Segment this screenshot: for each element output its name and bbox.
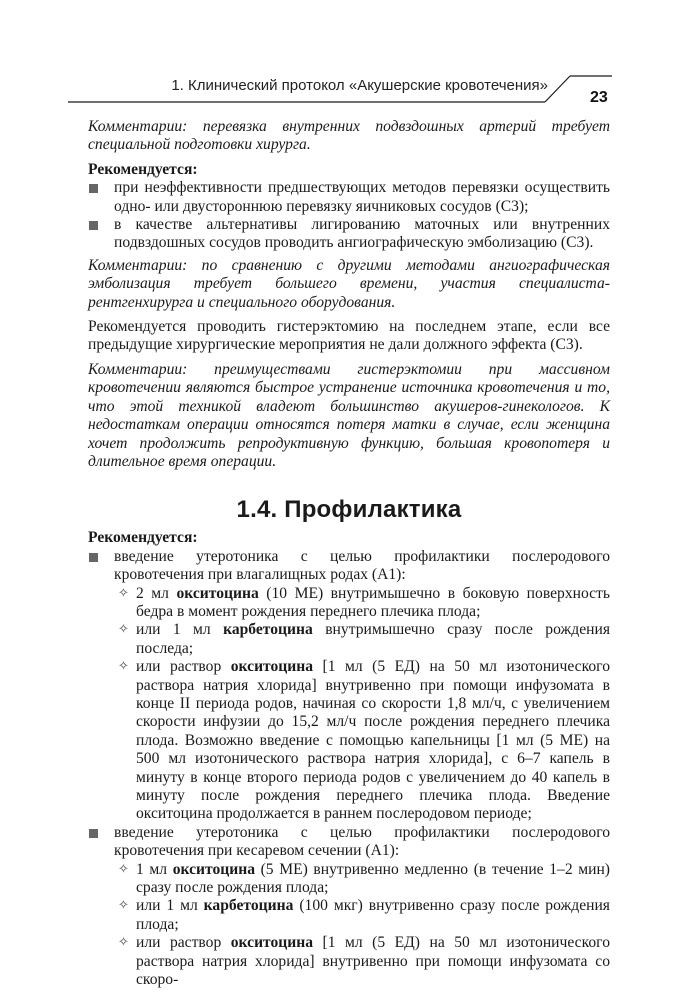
diamond-bullet-icon: ✧ xyxy=(118,935,129,951)
diamond-bullet-icon: ✧ xyxy=(118,861,129,877)
page-number: 23 xyxy=(590,89,608,106)
recommend-list xyxy=(88,179,610,253)
comment-ligation: Комментарии: перевязка внутренних подвздошных артерий требует специальной подготовки хирурга. xyxy=(88,118,610,154)
running-title: 1. Клинический протокол «Акушерские кровотечения» xyxy=(171,77,548,94)
square-bullet-icon xyxy=(89,553,98,562)
sub-list xyxy=(114,585,610,824)
sub-list-item: ✧ или 1 мл карбетоцина (100 мкг) внутривенно сразу после рождения плода; xyxy=(118,897,610,933)
list-item: введение утеротоника с целью профилактики послеродового кровотечения при кесаревом сечении (А1): ✧ 1 мл окситоцина (5 МЕ) внутривенно медленно (в течение 1–2 мин) сразу после рождения плода; ✧ или 1 мл карбетоцина (100 мкг) внутривенно сразу после рождения плода; ✧ или раствор окситоцина [1 мл (5 ЕД) на 50 мл изотонического раствора натрия хлорида] внутривенно при помощи инфузомата со скоро- xyxy=(88,824,610,990)
sub-list-item: ✧ или раствор окситоцина [1 мл (5 ЕД) на 50 мл изотонического раствора натрия хлорида] внутривенно при помощи инфузомата со скоро- xyxy=(118,934,610,989)
recommend-heading: Рекомендуется: xyxy=(88,529,198,547)
diamond-bullet-icon: ✧ xyxy=(118,585,129,601)
recommend-heading: Рекомендуется: xyxy=(88,160,198,178)
list-item: при неэффективности предшествующих методов перевязки осуществить одно- или двустороннюю перевязку яичниковых сосудов (С3); xyxy=(88,179,610,216)
diamond-bullet-icon: ✧ xyxy=(118,659,129,675)
sub-list xyxy=(114,861,610,990)
square-bullet-icon xyxy=(89,221,98,230)
list-item: введение утеротоника с целью профилактики послеродового кровотечения при влагалищных родах (А1): ✧ 2 мл окситоцина (10 МЕ) внутримышечно в боковую поверхность бедра в момент рождения переднего плечика плода; ✧ или 1 мл карбетоцина внутримышечно сразу после рождения последа; ✧ или раствор окситоцина [1 мл (5 ЕД) на 50 мл изотонического раствора натрия хлорида] внутривенно при помощи инфузомата в конце II периода родов, начиная со скорости 1,8 мл/ч, с увеличением скорости инфузии до 15,2 мл/ч после рождения переднего плечика плода. Возможно введение с помощью капельницы [1 мл (5 МЕ) на 500 мл изотонического раствора натрия хлорида], с 6–7 капель в минуту в конце второго периода родов с увеличением до 40 капель в минуту после рождения переднего плечика плода. Введение окситоцина продолжается в раннем послеродовом периоде; xyxy=(88,548,610,824)
page-header xyxy=(0,0,698,120)
comment-embolization: Комментарии: по сравнению с другими методами ангиографическая эмболизация требует большего времени, участия специалиста-рентгенхирурга и специального оборудования. xyxy=(88,256,610,311)
square-bullet-icon xyxy=(89,184,98,193)
prophylaxis-list xyxy=(88,548,610,990)
paragraph-hysterectomy: Рекомендуется проводить гистерэктомию на последнем этапе, если все предыдущие хирургические мероприятия не дали должного эффекта (С3). xyxy=(88,318,610,354)
sub-list-item: ✧ 1 мл окситоцина (5 МЕ) внутривенно медленно (в течение 1–2 мин) сразу после рождения плода; xyxy=(118,860,610,897)
list-item: в качестве альтернативы лигированию маточных или внутренних подвздошных сосудов проводить ангиографическую эмболизацию (С3). xyxy=(88,216,610,253)
square-bullet-icon xyxy=(89,829,98,838)
diamond-bullet-icon: ✧ xyxy=(118,898,129,914)
sub-list-item: ✧ или 1 мл карбетоцина внутримышечно сразу после рождения последа; xyxy=(118,621,610,657)
section-title: 1.4. Профилактика xyxy=(236,496,462,524)
page-content xyxy=(88,118,610,989)
diamond-bullet-icon: ✧ xyxy=(118,622,129,638)
sub-list-item: ✧ 2 мл окситоцина (10 МЕ) внутримышечно в боковую поверхность бедра в момент рождения переднего плечика плода; xyxy=(118,584,610,620)
comment-hysterectomy: Комментарии: преимуществами гистерэктомии при массивном кровотечении являются быстрое устранение источника кровотечения и то, что этой техникой владеют большинство акушеров-гинекологов. К недостаткам операции относятся потеря матки в случае, если женщина хочет продолжить репродуктивную функцию, большая кровопотеря и длительное время операции. xyxy=(88,360,610,470)
sub-list-item: ✧ или раствор окситоцина [1 мл (5 ЕД) на 50 мл изотонического раствора натрия хлорида] внутривенно при помощи инфузомата в конце II периода родов, начиная со скорости 1,8 мл/ч, с увеличением скорости инфузии до 15,2 мл/ч после рождения переднего плечика плода. Возможно введение с помощью капельницы [1 мл (5 МЕ) на 500 мл изотонического раствора натрия хлорида], с 6–7 капель в минуту в конце второго периода родов с увеличением до 40 капель в минуту после рождения переднего плечика плода. Введение окситоцина продолжается в раннем послеродовом периоде; xyxy=(118,658,610,823)
